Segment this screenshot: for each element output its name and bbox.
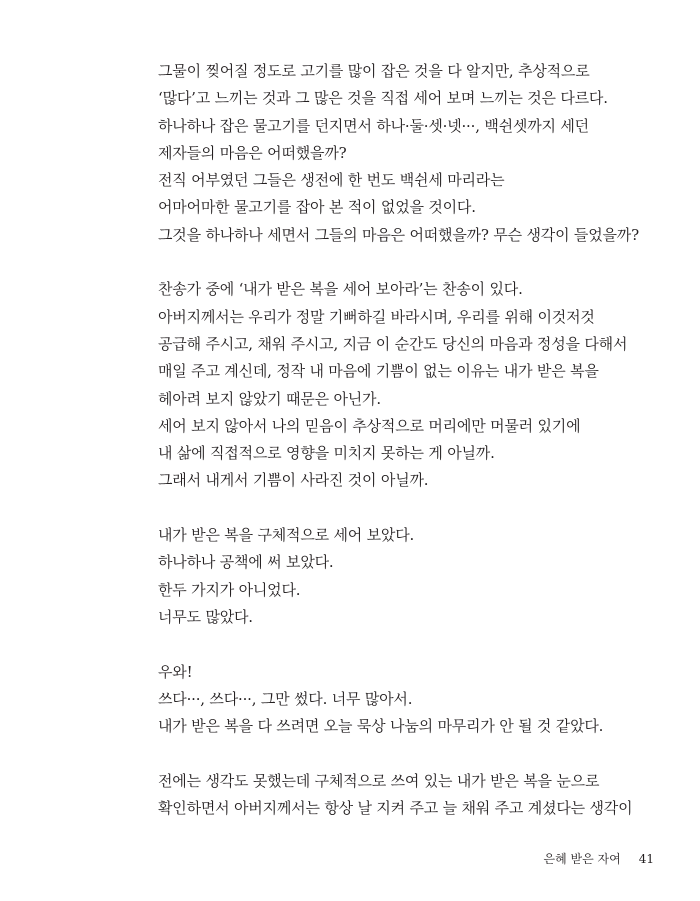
text-line: 하나하나 공책에 써 보았다.: [158, 553, 334, 572]
page-number: 41: [638, 852, 654, 866]
text-line: ‘많다’고 느끼는 것과 그 많은 것을 직접 세어 보며 느끼는 것은 다르다.: [158, 89, 608, 108]
paragraph-2: [158, 276, 658, 494]
text-line: 확인하면서 아버지께서는 항상 날 지켜 주고 늘 채워 주고 계셨다는 생각이: [158, 799, 633, 818]
text-line: 아버지께서는 우리가 정말 기뻐하길 바라시며, 우리를 위해 이것저것: [158, 307, 595, 326]
text-line: 공급해 주시고, 채워 주시고, 지금 이 순간도 당신의 마음과 정성을 다해서: [158, 334, 628, 353]
text-line: 제자들의 마음은 어떠했을까?: [158, 143, 347, 162]
text-line: 우와!: [158, 662, 193, 681]
page-footer: [544, 851, 654, 867]
paragraph-5: [158, 768, 658, 823]
body-text: [158, 58, 658, 850]
text-line: 그물이 찢어질 정도로 고기를 많이 잡은 것을 다 알지만, 추상적으로: [158, 62, 590, 80]
text-line: 세어 보지 않아서 나의 믿음이 추상적으로 머리에만 머물러 있기에: [158, 416, 581, 435]
text-line: 찬송가 중에 ‘내가 받은 복을 세어 보아라’는 찬송이 있다.: [158, 280, 523, 299]
text-line: 내 삶에 직접적으로 영향을 미치지 못하는 게 아닐까.: [158, 444, 495, 463]
text-line: 전에는 생각도 못했는데 구체적으로 쓰여 있는 내가 받은 복을 눈으로: [158, 771, 600, 790]
running-title: 은혜 받은 자여: [543, 852, 621, 866]
paragraph-1: [158, 58, 658, 249]
text-line: 내가 받은 복을 다 쓰려면 오늘 묵상 나눔의 마무리가 안 될 것 같았다.: [158, 717, 604, 736]
text-line: 너무도 많았다.: [158, 607, 253, 626]
paragraph-4: [158, 659, 658, 741]
text-line: 그래서 내게서 기쁨이 사라진 것이 아닐까.: [158, 471, 429, 490]
text-line: 헤아려 보지 않았기 때문은 아닌가.: [158, 389, 381, 408]
text-line: 전직 어부였던 그들은 생전에 한 번도 백쉰세 마리라는: [158, 171, 505, 190]
text-line: 하나하나 잡은 물고기를 던지면서 하나·둘·셋·넷···, 백쉰셋까지 세던: [158, 116, 589, 135]
text-line: 쓰다···, 쓰다···, 그만 썼다. 너무 많아서.: [158, 689, 413, 708]
paragraph-3: [158, 522, 658, 631]
text-line: 그것을 하나하나 세면서 그들의 마음은 어떠했을까? 무슨 생각이 들었을까?: [158, 225, 639, 244]
text-line: 한두 가지가 아니었다.: [158, 580, 301, 599]
text-line: 내가 받은 복을 구체적으로 세어 보았다.: [158, 526, 415, 545]
text-line: 매일 주고 계신데, 정작 내 마음에 기쁨이 없는 이유는 내가 받은 복을: [158, 362, 599, 381]
text-line: 어마어마한 물고기를 잡아 본 적이 없었을 것이다.: [158, 198, 476, 217]
